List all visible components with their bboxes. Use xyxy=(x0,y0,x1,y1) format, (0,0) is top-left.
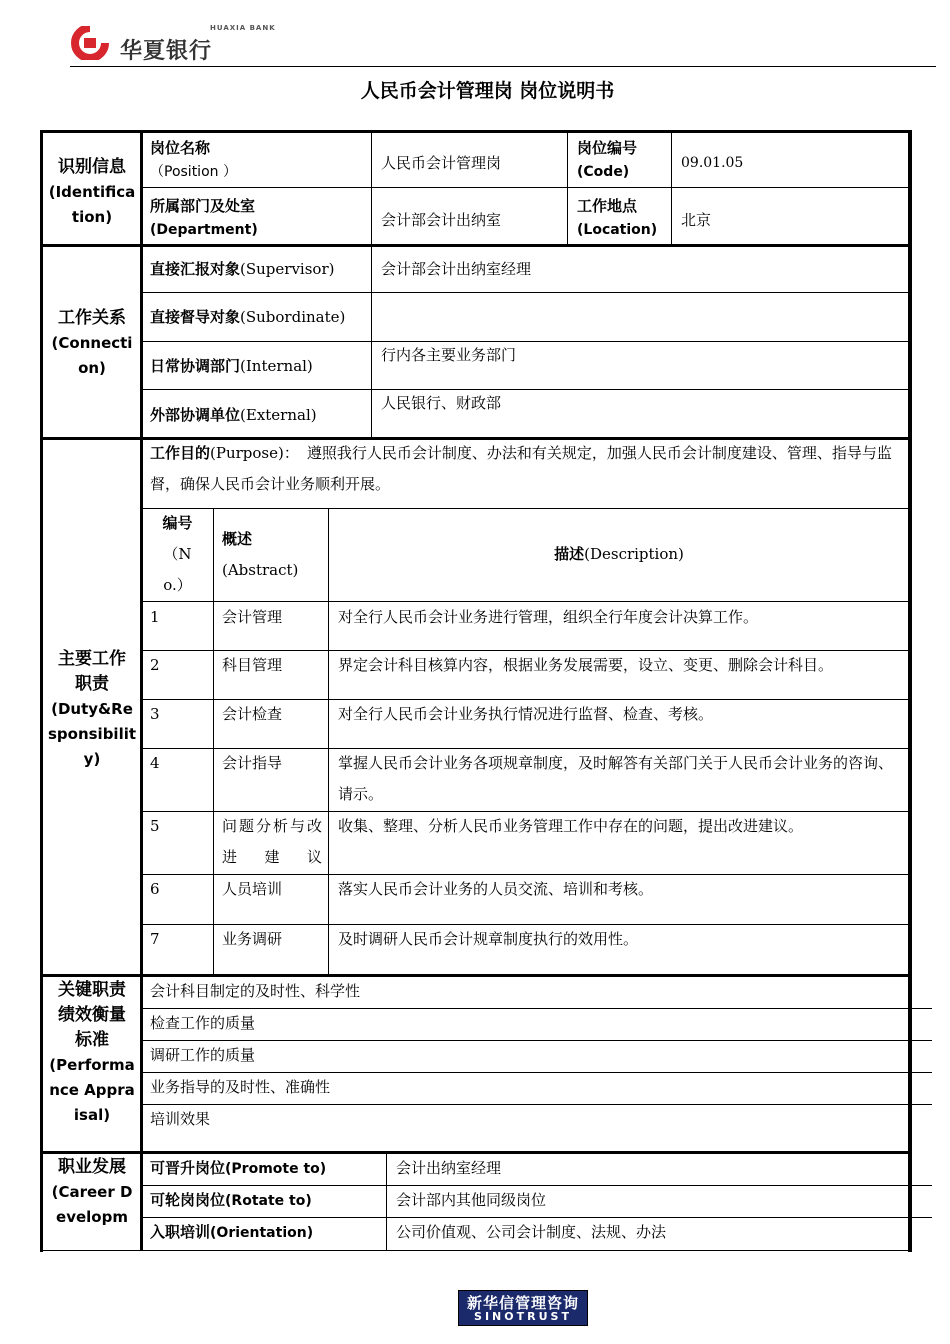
consultancy-name-en: SINOTRUST xyxy=(474,1310,572,1323)
duty-no: 5 xyxy=(150,817,160,835)
divider xyxy=(142,1104,932,1105)
performance-item: 检查工作的质量 xyxy=(150,1014,256,1032)
section-title: 职业发展 xyxy=(58,1157,126,1177)
bank-name-cn: 华夏银行 xyxy=(120,39,213,64)
header-desc-cn: 描述 xyxy=(554,545,585,563)
duty-description: 落实人民币会计业务的人员交流、培训和考核。 xyxy=(338,880,654,898)
department-label xyxy=(150,194,258,242)
duty-abstract: 人员培训 xyxy=(222,880,283,898)
duty-description: 掌握人民币会计业务各项规章制度，及时解答有关部门关于人民币会计业务的咨询、请示。 xyxy=(338,754,894,803)
orientation-value: 公司价值观、公司会计制度、法规、办法 xyxy=(396,1223,667,1241)
label-cn: 入职培训 xyxy=(150,1223,211,1241)
duty-abstract: 问题分析与改进建议 xyxy=(222,817,322,866)
consultancy-logo xyxy=(458,1290,588,1326)
label-en: (Orientation) xyxy=(210,1225,314,1241)
header-desc-en: (Description) xyxy=(584,545,684,563)
connection-row xyxy=(150,254,334,285)
duty-description: 收集、整理、分析人民币业务管理工作中存在的问题，提出改进建议。 xyxy=(338,817,804,835)
label-en: (Code) xyxy=(577,164,630,180)
label-en: (Supervisor) xyxy=(240,260,335,278)
code-label xyxy=(577,136,637,184)
label-cn: 可晋升岗位 xyxy=(150,1159,226,1177)
career-row xyxy=(150,1153,326,1185)
department-value: 会计部会计出纳室 xyxy=(381,211,502,229)
purpose-body: 遵照我行人民币会计制度、办法和有关规定，加强人民币会计制度建设、管理、指导与监督，确保人民币会计业务顺利开展。 xyxy=(150,444,892,493)
label-en: (External) xyxy=(240,406,317,424)
label-cn: 可轮岗岗位 xyxy=(150,1191,226,1209)
divider xyxy=(671,133,672,244)
code-value: 09.01.05 xyxy=(681,155,744,171)
label-en: （Position ） xyxy=(150,164,237,180)
divider xyxy=(213,508,214,974)
label-cn: 岗位名称 xyxy=(150,139,211,157)
section-connection xyxy=(45,306,139,381)
duty-description: 对全行人民币会计业务执行情况进行监督、检查、考核。 xyxy=(338,705,714,723)
purpose-text xyxy=(150,438,905,500)
performance-item: 培训效果 xyxy=(150,1110,211,1128)
label-en: (Rotate to) xyxy=(225,1193,312,1209)
duty-no: 7 xyxy=(150,930,160,948)
header-rule xyxy=(70,66,936,67)
header-abstract xyxy=(222,524,298,586)
divider xyxy=(371,247,372,437)
header-abstract-cn: 概述 xyxy=(222,530,253,548)
connection-row xyxy=(150,302,345,333)
divider xyxy=(40,244,912,247)
bank-name-en: HUAXIA BANK xyxy=(210,24,276,32)
section-duties xyxy=(45,647,139,772)
bank-logo-mark-icon xyxy=(70,26,110,60)
position-label xyxy=(150,136,237,184)
header-description xyxy=(330,539,908,570)
section-career xyxy=(45,1155,139,1230)
consultancy-name-cn: 新华信管理咨询 xyxy=(466,1294,579,1312)
divider xyxy=(142,389,910,390)
duty-abstract: 会计检查 xyxy=(222,705,283,723)
page-title: 人民币会计管理岗 岗位说明书 xyxy=(360,80,615,102)
section-title-en: (Career Developm xyxy=(51,1183,133,1226)
section-title-en: (Performance Appraisal) xyxy=(49,1056,135,1124)
label-cn: 直接督导对象 xyxy=(150,308,241,326)
connection-row xyxy=(150,400,317,431)
bank-logo xyxy=(70,22,276,66)
label-cn: 工作地点 xyxy=(577,197,638,215)
position-value: 人民币会计管理岗 xyxy=(381,154,502,172)
internal-value: 行内各主要业务部门 xyxy=(381,346,517,364)
section-performance xyxy=(45,978,139,1128)
divider xyxy=(567,133,568,244)
divider xyxy=(142,341,910,342)
duty-description: 及时调研人民币会计规章制度执行的效用性。 xyxy=(338,930,639,948)
header-abstract-en: (Abstract) xyxy=(222,561,299,579)
duty-no: 4 xyxy=(150,754,160,772)
rotate-value: 会计部内其他同级岗位 xyxy=(396,1191,547,1209)
promote-value: 会计出纳室经理 xyxy=(396,1159,502,1177)
duty-no: 3 xyxy=(150,705,160,723)
purpose-label: 工作目的 xyxy=(150,444,211,462)
career-row xyxy=(150,1185,312,1217)
purpose-label-en: (Purpose)： xyxy=(210,444,299,462)
duty-abstract: 业务调研 xyxy=(222,930,283,948)
section-title-en: (Connection) xyxy=(51,334,133,377)
performance-item: 调研工作的质量 xyxy=(150,1046,256,1064)
label-cn: 直接汇报对象 xyxy=(150,260,241,278)
section-identification xyxy=(45,155,139,230)
divider xyxy=(142,1008,932,1009)
label-en: (Subordinate) xyxy=(240,308,346,326)
external-value: 人民银行、财政部 xyxy=(381,394,502,412)
duty-abstract: 会计管理 xyxy=(222,608,283,626)
performance-item: 会计科目制定的及时性、科学性 xyxy=(150,982,361,1000)
duty-no: 1 xyxy=(150,608,160,626)
label-en: (Department) xyxy=(150,222,258,238)
connection-row xyxy=(150,351,313,382)
divider xyxy=(142,1040,932,1041)
supervisor-value: 会计部会计出纳室经理 xyxy=(381,260,532,278)
divider xyxy=(142,508,910,509)
section-title-en: (Duty&Responsibility) xyxy=(47,700,137,768)
label-en: (Location) xyxy=(577,222,658,238)
divider xyxy=(140,130,143,1250)
header-no-en: （No.） xyxy=(163,545,192,594)
section-title: 关键职责绩效衡量标准 xyxy=(58,980,126,1050)
label-cn: 日常协调部门 xyxy=(150,357,241,375)
divider xyxy=(386,1153,387,1250)
duty-no: 2 xyxy=(150,656,160,674)
divider xyxy=(40,1250,912,1251)
location-label xyxy=(577,194,657,242)
divider xyxy=(328,508,329,974)
duty-abstract: 科目管理 xyxy=(222,656,283,674)
header-no xyxy=(142,508,213,601)
section-title: 主要工作职责 xyxy=(58,649,126,694)
location-value: 北京 xyxy=(681,211,712,229)
career-row xyxy=(150,1217,313,1249)
header-no-cn: 编号 xyxy=(162,514,193,532)
label-cn: 所属部门及处室 xyxy=(150,197,256,215)
label-cn: 外部协调单位 xyxy=(150,406,241,424)
label-cn: 岗位编号 xyxy=(577,139,638,157)
label-en: (Promote to) xyxy=(225,1161,327,1177)
section-title: 识别信息 xyxy=(58,157,126,177)
duty-abstract: 会计指导 xyxy=(222,754,283,772)
duty-description: 界定会计科目核算内容，根据业务发展需要，设立、变更、删除会计科目。 xyxy=(338,656,834,674)
divider xyxy=(371,133,372,244)
divider xyxy=(142,292,910,293)
performance-item: 业务指导的及时性、准确性 xyxy=(150,1078,331,1096)
duty-description: 对全行人民币会计业务进行管理，组织全行年度会计决算工作。 xyxy=(338,608,759,626)
section-title: 工作关系 xyxy=(58,308,126,328)
section-title-en: (Identification) xyxy=(48,183,136,226)
duty-no: 6 xyxy=(150,880,160,898)
label-en: (Internal) xyxy=(240,357,313,375)
divider xyxy=(142,187,910,188)
